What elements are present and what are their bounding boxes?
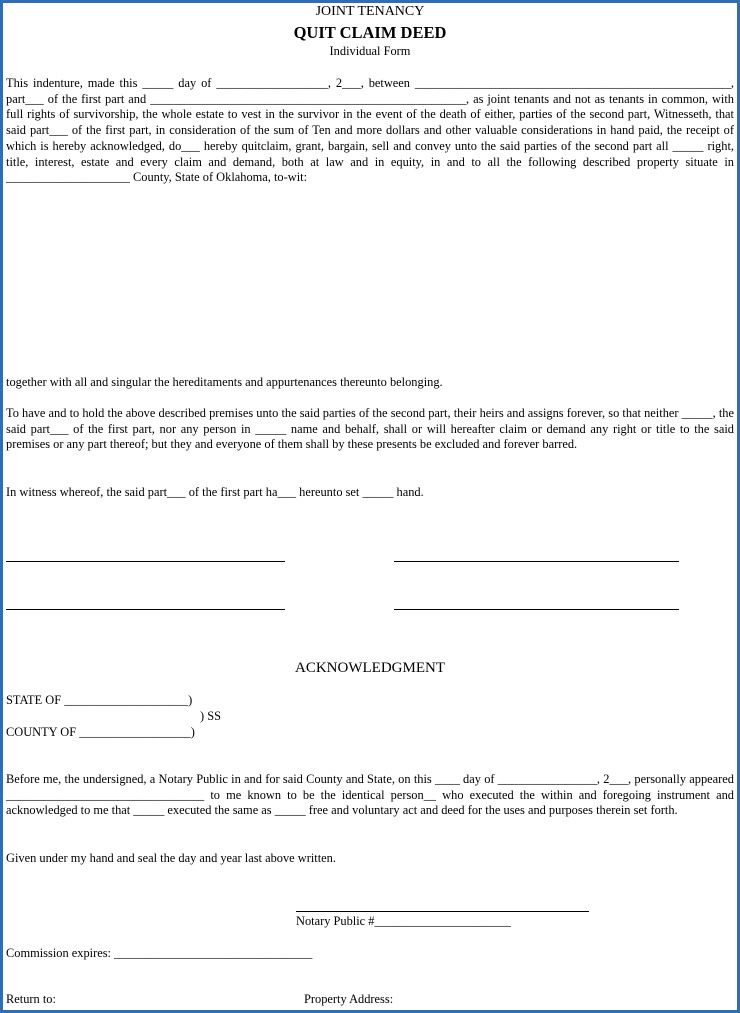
- ss-bracket: ) SS: [200, 709, 222, 723]
- appurtenances-paragraph: together with all and singular the hereditaments and appurtenances thereunto belonging.: [6, 375, 443, 389]
- indenture-paragraph: This indenture, made this _____ day of __________________, 2___, between ___________________________________________________, part___ of the first part and ___________________________________________________, as joint tenants and not as tenants in common, with full rights of survivorship, the whole estate to vest in the survivor in the event of the death of either, parties of the second part, Witnesseth, that said part___ of the first part, in consideration of the sum of Ten and more dollars and other valuable considerations in hand paid, the receipt of which is hereby acknowledged, do___ hereby quitclaim, grant, bargain, sell and convey unto the said parties of the second part all _____ right, title, interest, estate and every claim and demand, both at law and in equity, in and to all the following described property situate in ____________________ County, State of Oklahoma, to-wit:: [6, 76, 734, 185]
- signature-line-right-2: [394, 609, 679, 610]
- page-title: QUIT CLAIM DEED: [293, 23, 447, 42]
- witness-paragraph: In witness whereof, the said part___ of the first part ha___ hereunto set _____ hand.: [6, 485, 424, 499]
- county-of-field: COUNTY OF __________________): [6, 725, 195, 739]
- state-of-field: STATE OF ____________________): [6, 693, 193, 707]
- signature-line-right-1: [394, 561, 679, 562]
- property-address-label: Property Address:: [304, 992, 394, 1006]
- signature-line-left-2: [6, 609, 285, 610]
- form-subtitle: Individual Form: [329, 44, 411, 58]
- notary-public-label: Notary Public #______________________: [296, 914, 511, 928]
- notary-signature-line: [296, 911, 589, 912]
- commission-expires-field: Commission expires: ________________________________: [6, 946, 313, 960]
- acknowledgment-heading: ACKNOWLEDGMENT: [295, 660, 445, 676]
- return-to-label: Return to:: [6, 992, 56, 1006]
- given-under-paragraph: Given under my hand and seal the day and year last above written.: [6, 851, 336, 865]
- signature-line-left-1: [6, 561, 285, 562]
- deed-type-heading: JOINT TENANCY: [315, 4, 425, 19]
- notary-paragraph: Before me, the undersigned, a Notary Public in and for said County and State, on this ____ day of ________________, 2___, personally appeared ________________________________ to me known to be the identical person__ who executed the within and foregoing instrument and acknowledged to me that _____ executed the same as _____ free and voluntary act and deed for the uses and purposes therein set forth.: [6, 772, 734, 818]
- habendum-paragraph: To have and to hold the above described premises unto the said parties of the second part, their heirs and assigns forever, so that neither _____, the said part___ of the first part, nor any person in _____ name and behalf, shall or will hereafter claim or demand any right or title to the said premises or any part thereof; but they and everyone of them shall by these presents be excluded and forever barred.: [6, 406, 734, 452]
